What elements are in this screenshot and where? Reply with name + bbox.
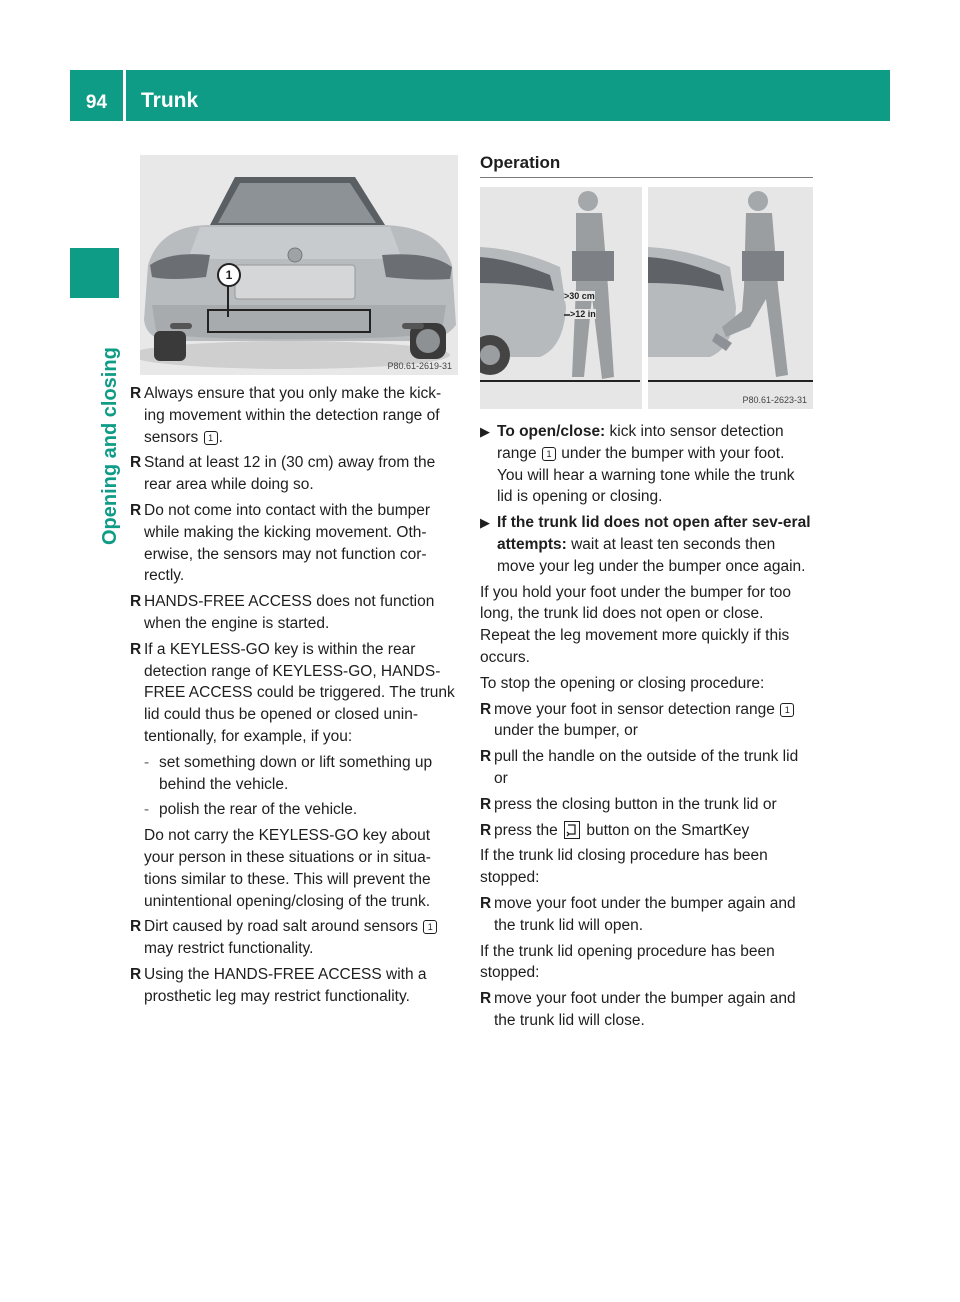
bullet-mark: R <box>130 640 142 658</box>
bullet-mark: R <box>130 593 142 611</box>
paragraph: If the trunk lid closing procedure has been stopped: <box>480 847 768 887</box>
sensor-number-badge: 1 <box>780 703 794 717</box>
page-number: 94 <box>85 92 108 113</box>
dash-mark: - <box>144 753 150 771</box>
kick-sequence-illustration <box>480 187 813 409</box>
paragraph: If you hold your foot under the bumper for too long, the trunk lid does not open or close. Repeat the leg movement more quickly if this occurs. <box>480 583 792 666</box>
kick-sequence-figure <box>480 187 813 409</box>
dash-mark: - <box>144 801 150 819</box>
figure-code: P80.61-2623-31 <box>742 395 807 405</box>
distance-label-cm: >30 cm <box>564 291 595 301</box>
paragraph: To stop the opening or closing procedure: <box>480 674 765 692</box>
trunk-key-icon <box>564 821 580 839</box>
heading-rule <box>480 177 813 178</box>
list-item: R pull the handle on the outside of the trunk lid or <box>480 748 799 787</box>
car-rear-figure <box>140 155 458 375</box>
paragraph: If the trunk lid opening procedure has been stopped: <box>480 942 775 982</box>
right-column <box>480 421 813 1036</box>
operation-heading: Operation <box>480 153 561 172</box>
section-title: Trunk <box>141 89 199 112</box>
list-item: R Dirt caused by road salt around sensors 1 may restrict functionality. <box>130 916 460 960</box>
list-item: R press the button on the SmartKey <box>480 820 813 842</box>
header-divider <box>123 70 126 121</box>
left-column <box>130 383 460 1012</box>
car-rear-illustration <box>140 155 458 375</box>
list-item: R press the closing button in the trunk lid or <box>480 794 813 816</box>
bullet-mark: R <box>480 894 492 912</box>
bullet-mark: R <box>130 385 142 402</box>
bullet-mark: R <box>480 821 492 839</box>
instruction-step: ▶ If the trunk lid does not open after sev-eral attempts: wait at least ten seconds then move your leg under the bumper once again. <box>480 514 811 575</box>
step-arrow-icon: ▶ <box>480 515 490 531</box>
bullet-mark: R <box>480 990 492 1008</box>
list-item: R HANDS-FREE ACCESS does not function when the engine is started. <box>130 593 435 632</box>
bullet-mark: R <box>130 965 142 983</box>
list-item: R move your foot under the bumper again and the trunk lid will close. <box>480 990 796 1029</box>
list-item: R Stand at least 12 in (30 cm) away from the rear area while doing so. <box>130 454 436 494</box>
distance-label-in: >12 in <box>570 309 596 319</box>
side-chapter-label: Opening and closing <box>99 347 121 545</box>
list-item: R Always ensure that you only make the kick-ing movement within the detection range of sensors 1 . <box>130 385 442 446</box>
dash-item: - polish the rear of the vehicle. <box>130 799 460 821</box>
bullet-mark: R <box>130 918 142 936</box>
keyless-note: Do not carry the KEYLESS-GO key about your person in these situations or in situa-tions similar to these. This will prevent the unintentional opening/closing of the trunk. <box>144 827 431 910</box>
dash-item: - set something down or lift something up behind the vehicle. <box>144 753 433 793</box>
list-item: R move your foot in sensor detection range 1 under the bumper, or <box>480 699 813 743</box>
instruction-step: ▶ To open/close: kick into sensor detection range 1 under the bumper with your foot. You will hear a warning tone while the trunk lid is opening or closing. <box>480 423 795 506</box>
bullet-mark: R <box>480 748 492 766</box>
bullet-mark: R <box>480 795 492 813</box>
bullet-mark: R <box>480 700 492 718</box>
bullet-mark: R <box>130 454 142 472</box>
figure-code: P80.61-2619-31 <box>387 361 452 371</box>
sensor-number-badge: 1 <box>423 920 437 934</box>
list-item: R Using the HANDS-FREE ACCESS with a prosthetic leg may restrict functionality. <box>130 965 427 1005</box>
list-item: R move your foot under the bumper again and the trunk lid will open. <box>480 894 796 934</box>
list-item: R Do not come into contact with the bumper while making the kicking movement. Oth-erwise, the sensors may not function cor-rectly. <box>130 501 431 585</box>
step-arrow-icon: ▶ <box>480 424 490 439</box>
sensor-number-badge: 1 <box>542 447 556 461</box>
bullet-mark: R <box>130 501 142 519</box>
sensor-callout: 1 <box>217 263 241 287</box>
sensor-number-badge: 1 <box>204 431 218 445</box>
list-item: R If a KEYLESS-GO key is within the rear detection range of KEYLESS-GO, HANDS-FREE ACCESS could be triggered. The trunk lid could thus be opened or closed unin-tentionally, for example, if you: <box>130 640 455 745</box>
side-tab <box>70 248 119 298</box>
